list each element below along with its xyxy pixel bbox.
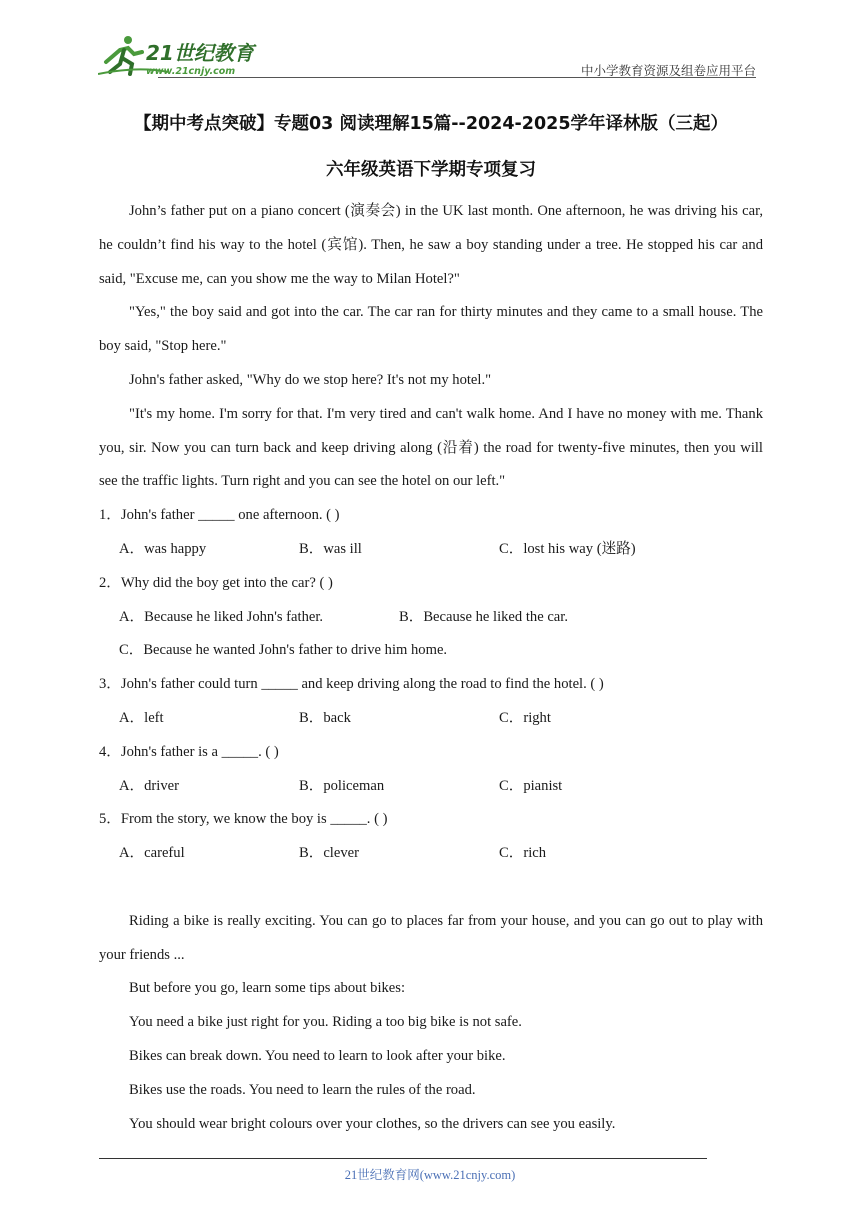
passage2-paragraph: Riding a bike is really exciting. You can go to places far from your house, and you can go out to play with your friends ...	[99, 912, 763, 963]
header-platform-text: 中小学教育资源及组卷应用平台	[580, 63, 756, 78]
passage2-paragraph: Bikes use the roads. You need to learn the rules of the road.	[129, 1081, 476, 1098]
option-a: A．Because he liked John's father.	[119, 608, 324, 625]
question-2: 2．Why did the boy get into the car? ( )	[99, 574, 333, 591]
passage1-paragraph: "Yes," the boy said and got into the car. The car ran for thirty minutes and they came to a small house. The boy said, "Stop here."	[99, 304, 763, 355]
option-a: A．left	[119, 709, 164, 726]
passage1-paragraph: John's father asked, "Why do we stop here? It's not my hotel."	[129, 371, 492, 388]
footer-divider	[99, 1158, 707, 1159]
page-subtitle: 六年级英语下学期专项复习	[326, 160, 536, 180]
option-c: C．lost his way (迷路)	[499, 540, 636, 557]
option-c: C．pianist	[499, 777, 563, 794]
question-4: 4．John's father is a _____. ( )	[99, 743, 279, 760]
passage1-paragraph: "It's my home. I'm sorry for that. I'm very tired and can't walk home. And I have no money with me. Thank you, sir. Now you can turn back and keep driving along (沿着) the road for twenty-five minutes, then you will see the traffic lights. Turn right and you can see the hotel on our left."	[99, 405, 763, 490]
passage2-paragraph: You need a bike just right for you. Riding a too big bike is not safe.	[129, 1014, 522, 1031]
options-4	[99, 770, 763, 804]
logo-text: 21世纪教育	[146, 41, 254, 65]
option-a: A．was happy	[119, 540, 207, 557]
passage2-paragraph: You should wear bright colours over your clothes, so the drivers can see you easily.	[129, 1115, 616, 1132]
options-1	[99, 533, 763, 567]
option-c: C．right	[499, 709, 551, 726]
question-3: 3．John's father could turn _____ and keep driving along the road to find the hotel. ( )	[99, 676, 604, 693]
options-5	[99, 837, 763, 871]
option-c: C．Because he wanted John's father to drive him home.	[119, 642, 448, 659]
document-body	[99, 195, 763, 1141]
options-3	[99, 702, 763, 736]
section-gap	[99, 871, 763, 905]
passage2-paragraph: But before you go, learn some tips about bikes:	[129, 980, 406, 997]
option-a: A．careful	[119, 845, 185, 862]
question-1: 1．John's father _____ one afternoon. ( )	[99, 507, 340, 524]
option-b: B．policeman	[299, 777, 385, 794]
option-c: C．rich	[499, 845, 547, 862]
logo-url: www.21cnjy.com	[146, 66, 236, 77]
option-b: B．was ill	[299, 540, 362, 557]
passage1-paragraph: John’s father put on a piano concert (演奏会) in the UK last month. One afternoon, he was driving his car, he couldn’t find his way to the hotel (宾馆). Then, he saw a boy standing under a tree. He stopped his car and said, "Excuse me, can you show me the way to Milan Hotel?"	[99, 203, 763, 287]
options-2	[99, 601, 763, 635]
logo-21cnjy	[98, 34, 258, 78]
option-b: B．Because he liked the car.	[399, 608, 568, 625]
option-b: B．clever	[299, 845, 359, 862]
page-title: 【期中考点突破】专题03 阅读理解15篇--2024-2025学年译林版（三起）	[134, 114, 728, 134]
question-5: 5．From the story, we know the boy is _____. ( )	[99, 811, 388, 828]
option-a: A．driver	[119, 777, 179, 794]
options-2-row2	[99, 634, 763, 668]
page-header	[98, 30, 756, 78]
passage2-paragraph: Bikes can break down. You need to learn to look after your bike.	[129, 1047, 506, 1064]
option-b: B．back	[299, 709, 351, 726]
footer-link[interactable]: 21世纪教育网(www.21cnjy.com)	[344, 1168, 516, 1182]
header-divider	[158, 77, 756, 78]
